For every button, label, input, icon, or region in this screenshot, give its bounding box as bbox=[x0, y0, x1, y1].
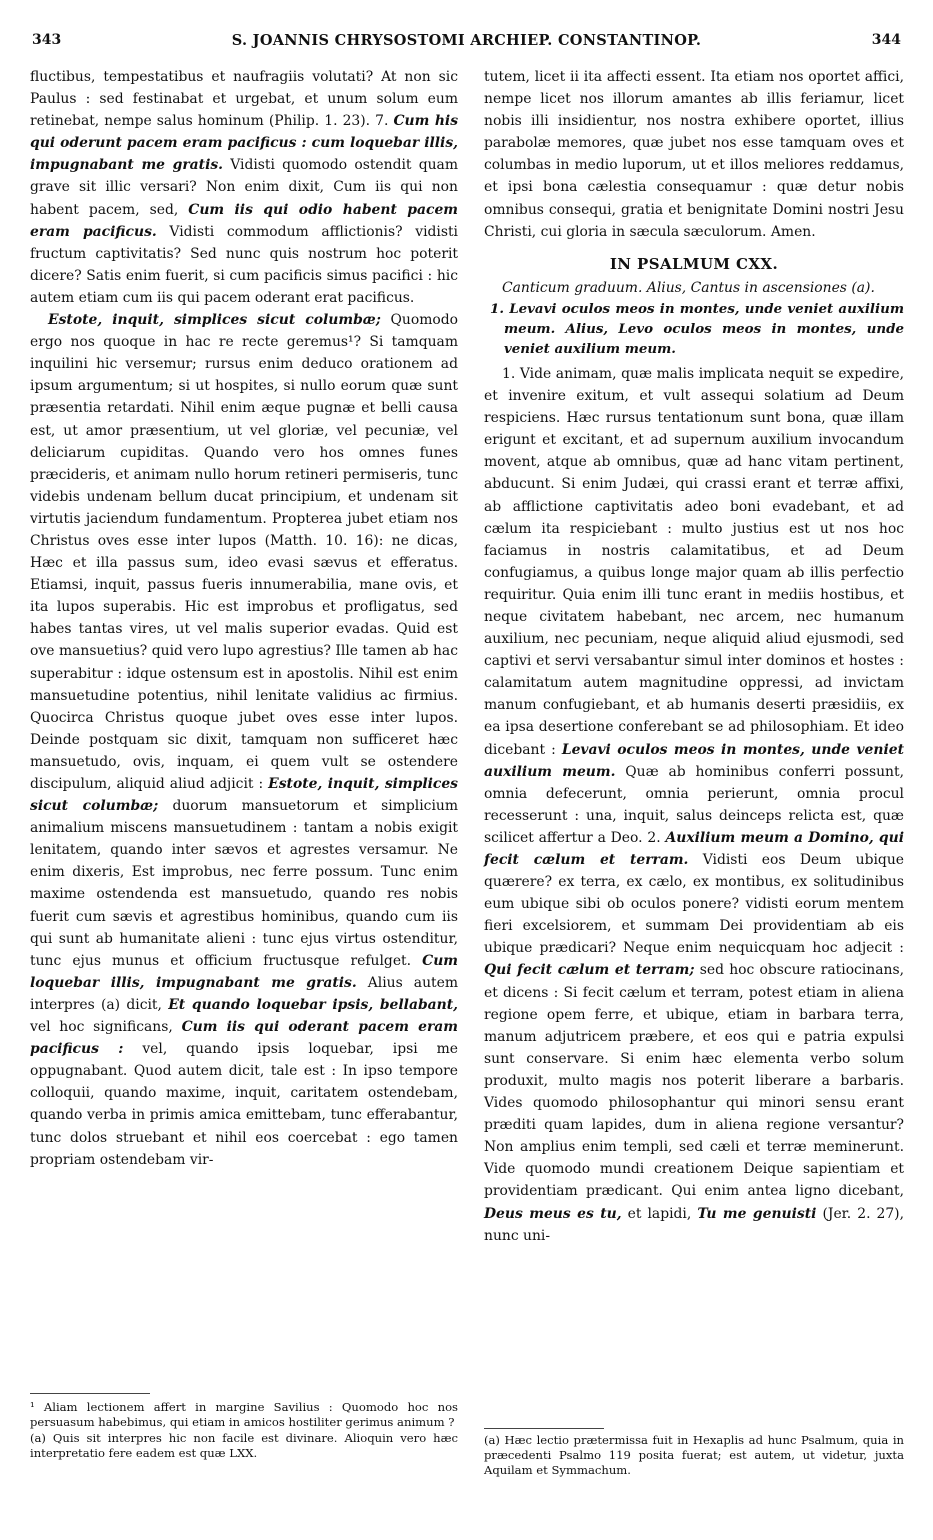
footnote: (a) Hæc lectio prætermissa fuit in Hexaplis ad hunc Psalmum, quia in præcedenti Psalmo 119 posita fuerat; est autem, ut videtur, juxta Aquilam et Symmachum. bbox=[484, 1433, 904, 1477]
footnote-divider bbox=[484, 1428, 604, 1429]
footnotes-left bbox=[30, 1400, 458, 1462]
running-header bbox=[32, 32, 901, 54]
section-heading: IN PSALMUM CXX. bbox=[609, 254, 779, 273]
section-subtitle: Canticum graduum. Alius, Cantus in ascensiones (a). bbox=[502, 279, 875, 296]
footnote: (a) Quis sit interpres hic non facile est divinare. Alioquin vero hæc interpretatio fere eadem est quæ LXX. bbox=[30, 1431, 458, 1460]
verse: 1. Levavi oculos meos in montes, unde veniet auxilium meum. Alius, Levo oculos meos in montes, unde veniet auxilium meum. bbox=[490, 300, 904, 357]
footnotes-right bbox=[484, 1433, 904, 1479]
running-title: S. JOANNIS CHRYSOSTOMI ARCHIEP. CONSTANTINOP. bbox=[231, 32, 702, 49]
footnote-divider bbox=[30, 1393, 150, 1394]
paragraph: 1. Vide animam, quæ malis implicata nequit se expedire, et invenire exitum, et vult assequi solatium ad Deum respiciens. Hæc rursus tentationum sunt bona, quæ illam erigunt et excitant, et ad supernum auxilium invocandum movent, atque ab omnibus, quæ ad hanc vitam pertinent, abducunt. Si enim Judæi, qui crassi erant et terræ affixi, ab afflictione captivitatis adeo boni evadebant, et ad cælum ita respiciebant : multo justius est ut nos hoc faciamus in nostris calamitatibus, et ad Deum confugiamus, a quibus longe major quam ab illis perfectio requiritur. Quia enim illi tunc erant in mediis hostibus, et neque civitatem habebant, nec arcem, nec humanum auxilium, nec pecuniam, neque aliquid aliud ejusmodi, sed captivi et servi versabantur simul inter dominos et hostes : calamitatum autem magnitudine oppressi, ad invictam manum confugiebant, et ab humanis deserti præsidiis, ex ea ipsa desertione conferebant se ad philosophiam. Et ideo dicebant : Levavi oculos meos in montes, unde veniet auxilium meum. Quæ ab hominibus conferri possunt, omnia defecerunt, omnia perierunt, omnia procul recesserunt : una, inquit, salus deinceps relicta est, quæ scilicet affertur a Deo. 2. Auxilium meum a Domino, qui fecit cælum et terram. Vidisti eos Deum ubique quærere? ex terra, ex cælo, ex montibus, ex solitudinibus eum ubique sibi ob oculos ponere? vidisti eorum mentem fieri excelsiorem, et summam Dei providentiam ab eis ubique prædicari? Neque enim nequicquam hoc adjecit : Qui fecit cælum et terram; sed hoc obscure ratiocinans, et dicens : Si fecit cælum et terram, potest etiam in aliena regione opem ferre, et ubique, etiam in barbara terra, manum adjutricem præbere, et eos qui e patria expulsi sunt conservare. Si enim hæc elementa verbo solum produxit, multo magis nos poterit liberare a barbaris. Vides quomodo philosophantur qui minori sensu erant præditi quam lapides, dum in aliena regione versantur? Non amplius enim templi, sed cæli et terræ meminerunt. Vide quomodo mundi creationem Deique sapientiam et providentiam prædicant. Qui enim antea ligno dicebant, Deus meus es tu, et lapidi, Tu me genuisti (Jer. 2. 27), nunc uni- bbox=[484, 365, 905, 1244]
right-column bbox=[484, 66, 904, 1247]
paragraph: Estote, inquit, simplices sicut columbæ; Quomodo ergo nos quoque in hac re recte geremus¹? Si tamquam inquilini hic versemur; rursus enim deduco orationem ad ipsum argumentum; si ut hospites, si nullo eorum quæ sunt præsentia retardati. Nihil enim æque pugnæ et belli causa est, ut amor præsentium, ut vel gloriæ, vel pecuniæ, vel deliciarum cupiditas. Quando vero hos omnes funes præcideris, et animam nullo horum retineri permiseris, tunc videbis undenam bellum ducat principium, et undenam sit virtutis jaciendum fundamentum. Propterea jubet etiam nos Christus oves esse inter lupos (Matth. 10. 16): ne dicas, Hæc et illa passus sum, ideo evasi sævus et efferatus. Etiamsi, inquit, passus fueris innumerabilia, mane ovis, et ita lupos superabis. Hic est improbus et profligatus, sed habes tantas vires, ut vel malis superior evadas. Quid est ove mansuetius? quid vero lupo agrestius? Ille tamen ab hac superabitur : idque ostensum est in apostolis. Nihil est enim mansuetudine potentius, nihil lenitate validius ac firmius. Quocirca Christus quoque jubet oves esse inter lupos. Deinde postquam sic dixit, tamquam non sufficeret hæc mansuetudo, ovis, inquam, ei quem vult se ostendere discipulum, aliquid aliud adjicit : Estote, inquit, simplices sicut columbæ; duorum mansuetorum et simplicium animalium miscens mansuetudinem : tantam a nobis exigit lenitatem, quando inter sævos et agrestes versamur. Ne enim dixeris, Est improbus, nec ferre possum. Tunc enim maxime ostendenda est mansuetudo, quando res nobis fuerit cum sævis et agrestibus hominibus, quando cum iis qui sunt ab humanitate alieni : tunc ejus virtus ostenditur, tunc ejus munus et officium fructusque refulget. Cum loquebar illis, impugnabant me gratis. Alius autem interpres (a) dicit, Et quando loquebar ipsis, bellabant, vel hoc significans, Cum iis qui oderant pacem eram pacificus : vel, quando ipsis loquebar, ipsi me oppugnabant. Quod autem dicit, tale est : In ipso tempore colloquii, quando maxime, inquit, caritatem ostendebam, quando verba in primis amica emittebam, tunc efferabantur, tunc dolos struebant et nihil eos coercebat : ego tamen propriam ostendebam vir- bbox=[30, 312, 459, 1168]
footnote: ¹ Aliam lectionem affert in margine Savilius : Quomodo hoc nos persuasum habebimus, qui etiam in amicos hostiliter gerimus animum ? bbox=[30, 1400, 458, 1429]
left-column bbox=[30, 66, 458, 1171]
paragraph: tutem, licet ii ita affecti essent. Ita etiam nos oportet affici, nempe licet nos illorum amantes ab illis feriamur, licet nobis illi insidientur, nos nostra exhibere oportet, illius parabolæ memores, quæ jubet nos esse tamquam oves et columbas in medio luporum, ut et illos meliores reddamus, et ipsi bona cælestia consequamur : quæ detur nobis omnibus consequi, gratia et benignitate Domini nostri Jesu Christi, cui gloria in sæcula sæculorum. Amen. bbox=[484, 69, 904, 240]
paragraph: fluctibus, tempestatibus et naufragiis volutati? At non sic Paulus : sed festinabat et urgebat, et unum solum eum retinebat, nempe salus hominum (Philip. 1. 23). 7. Cum his qui oderunt pacem eram pacificus : cum loquebar illis, impugnabant me gratis. Vidisti quomodo ostendit quam grave sit illic versari? Non enim dixit, Cum iis qui non habent pacem, sed, Cum iis qui odio habent pacem eram pacificus. Vidisti commodum afflictionis? vidisti fructum captivitatis? Sed nunc quis nostrum hoc poterit dicere? Satis enim fuerit, si cum pacificis simus pacifici : hic autem etiam cum iis qui pacem oderant erat pacificus. bbox=[30, 69, 459, 306]
page-number-left: 343 bbox=[32, 32, 62, 48]
page-number-right: 344 bbox=[871, 32, 901, 48]
